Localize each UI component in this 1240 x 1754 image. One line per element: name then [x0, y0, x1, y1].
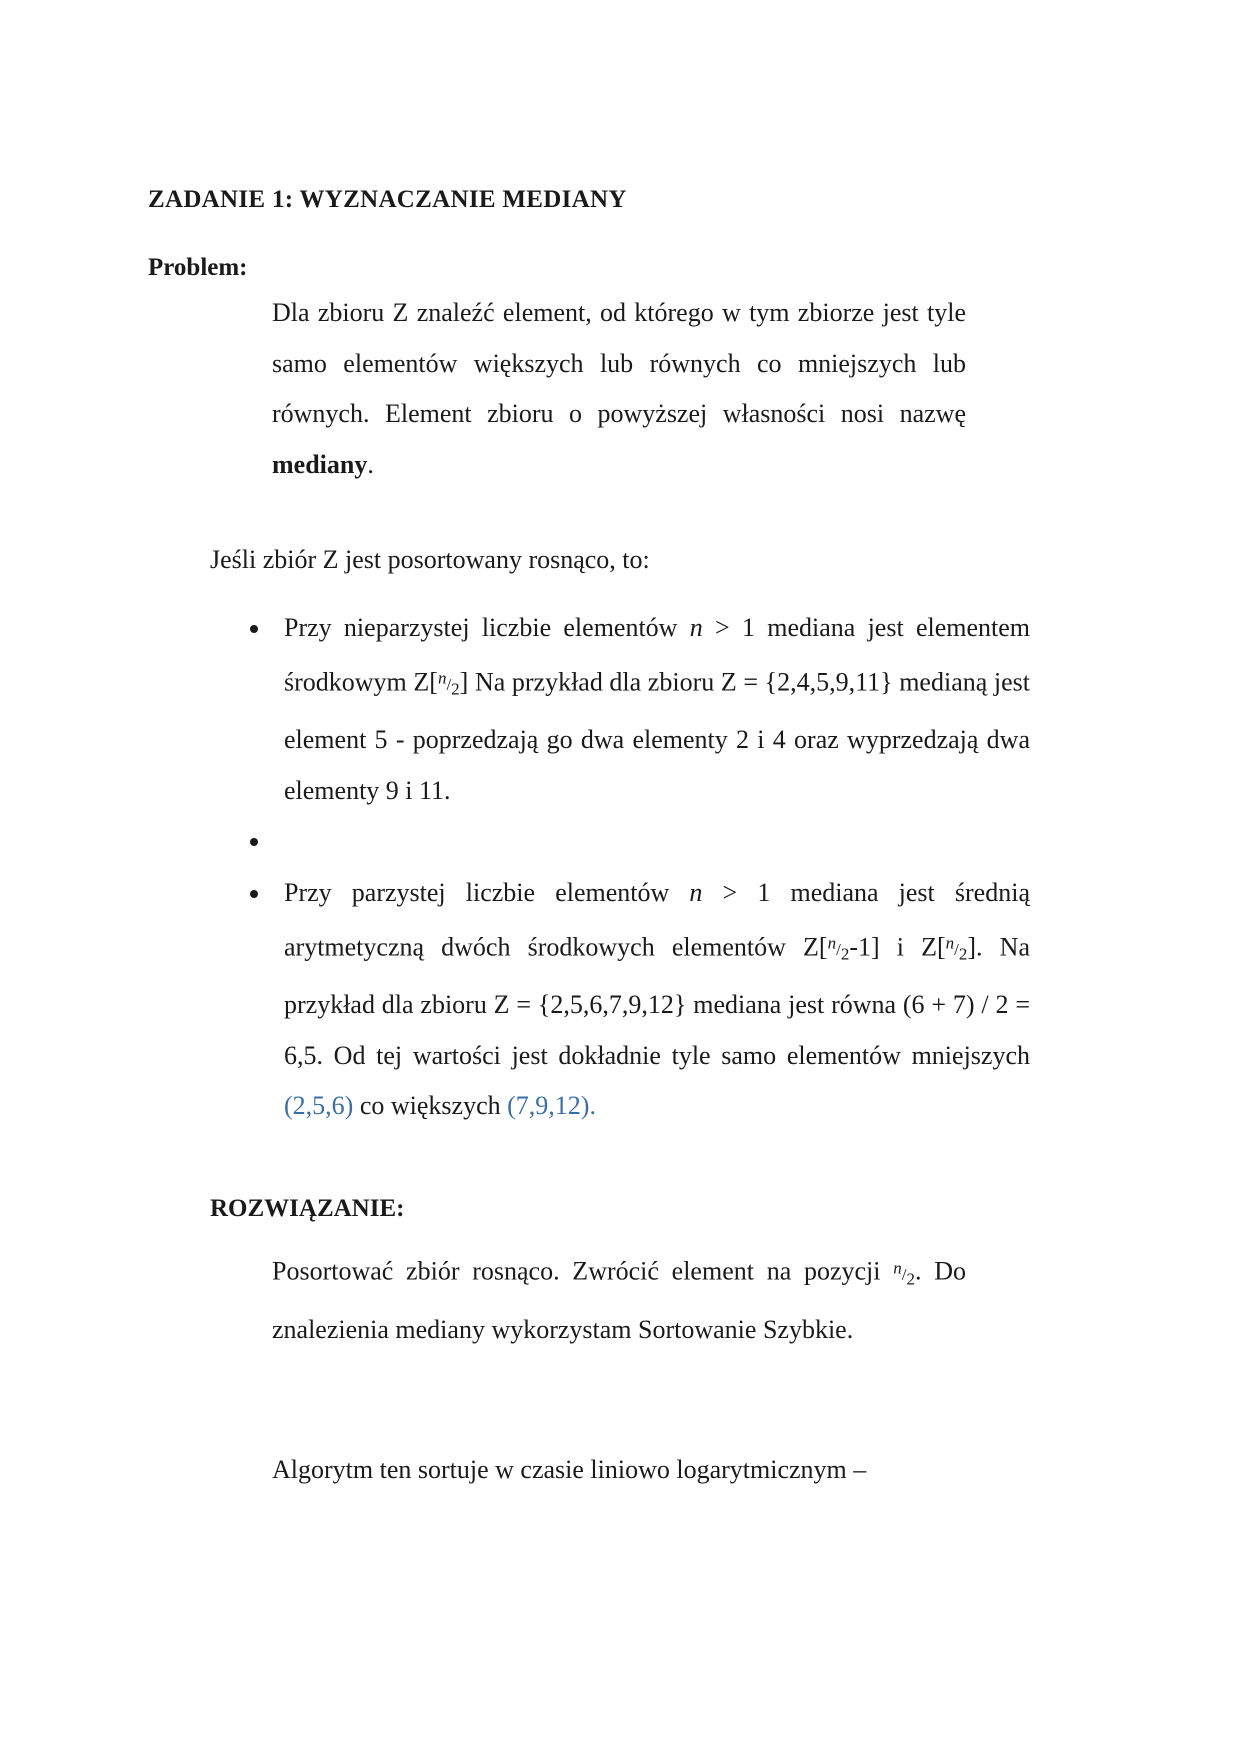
problem-description: [272, 288, 966, 490]
odd-text-2: > 1 mediana jest elementem środkowym Z[: [284, 613, 1031, 697]
even-text-6: .: [589, 1091, 596, 1121]
fraction-slash: /: [446, 675, 452, 695]
fraction-denominator: 2: [906, 1269, 915, 1289]
odd-text-1: Przy nieparzystej liczbie elementów: [284, 613, 690, 642]
odd-text-3: ] Na przykład dla zbioru Z = {2,4,5,9,11} medianą jest element 5 - poprzedzają go dwa elementy 2 i 4 oraz wyprzedzają dwa elementy 9 i 11.: [284, 667, 1030, 805]
even-text-4: ]. Na przykład dla zbioru Z = {2,5,6,7,9,12} mediana jest równa (6 + 7) / 2 = 6,5. Od tej wartości jest dokładnie tyle samo elementów mniejszych: [284, 932, 1030, 1070]
problem-text-start: Dla zbioru Z znaleźć element, od którego w tym zbiorze jest tyle samo elementów większych lub równych co mniejszych lub równych. Element zbioru o powyższej własności nosi nazwę: [272, 298, 966, 428]
even-text-3: -1] i Z[: [849, 932, 946, 962]
fraction-slash: /: [901, 1264, 907, 1284]
list-item-odd-case: [250, 603, 1030, 816]
algorithm-description: Algorytm ten sortuje w czasie liniowo logarytmicznym –: [272, 1455, 867, 1484]
problem-heading: Problem:: [148, 254, 248, 281]
page-title: ZADANIE 1: WYZNACZANIE MEDIANY: [148, 186, 627, 213]
fraction-n-over-2: [827, 933, 850, 964]
odd-n-symbol: n: [689, 613, 703, 642]
fraction-numerator: n: [945, 933, 955, 953]
even-text-1: Przy parzystej liczbie elementów: [284, 878, 690, 908]
sorted-set-intro: Jeśli zbiór Z jest posortowany rosnąco, to:: [210, 545, 650, 574]
fraction-numerator: n: [437, 668, 447, 688]
larger-elements-set: (7,9,12): [507, 1091, 590, 1121]
median-cases-list: [250, 603, 1030, 1132]
fraction-denominator: 2: [451, 679, 460, 699]
solution-description: [272, 1243, 966, 1355]
fraction-n-over-2: [437, 668, 460, 699]
fraction-denominator: 2: [840, 944, 850, 964]
median-term: mediany: [272, 449, 368, 479]
list-item-empty: [250, 816, 1030, 868]
fraction-denominator: 2: [958, 944, 968, 964]
fraction-slash: /: [954, 940, 959, 960]
even-text-2: > 1 mediana jest średnią arytmetyczną dwóch środkowych elementów Z[: [284, 878, 1030, 962]
even-n-symbol: n: [689, 878, 703, 908]
solution-heading: ROZWIĄZANIE:: [210, 1195, 405, 1222]
solution-text-1: Posortować zbiór rosnąco. Zwrócić element na pozycji: [272, 1256, 894, 1286]
fraction-n-over-2: [945, 933, 968, 964]
list-item-even-case: [250, 868, 1030, 1132]
even-text-5: co większych: [353, 1091, 508, 1121]
fraction-numerator: n: [827, 933, 837, 953]
solution-text-2: . Do znalezienia mediany wykorzystam Sortowanie Szybkie.: [272, 1256, 966, 1344]
problem-text-end: .: [367, 449, 374, 479]
smaller-elements-set: (2,5,6): [284, 1091, 354, 1121]
fraction-slash: /: [836, 940, 841, 960]
fraction-n-over-2: [893, 1258, 915, 1289]
fraction-numerator: n: [893, 1258, 902, 1277]
